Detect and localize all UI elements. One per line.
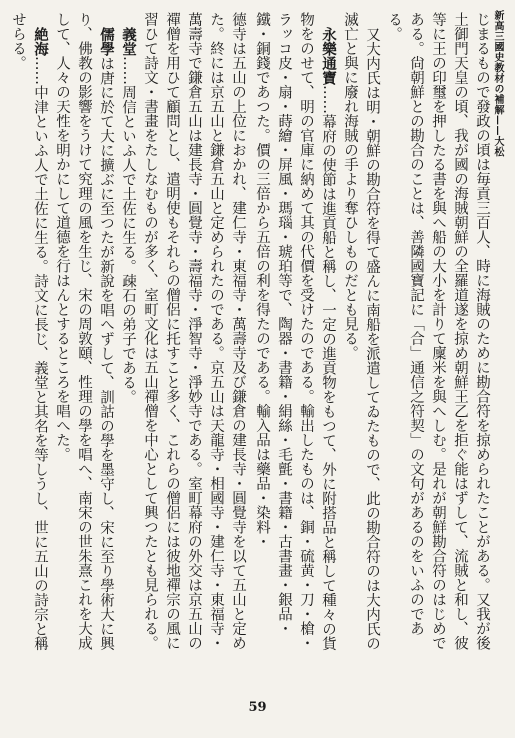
left-text-column — [6, 12, 249, 662]
paragraph — [251, 12, 339, 662]
paragraph: 德寺は五山の上位におかれ、建仁寺・東福寺・萬壽寺及び鎌倉の建長寺・圓覺寺を以て五山と定めた。終には京五山と鎌倉五山と定められたのである。京五山は天龍寺・相國寺・建仁寺・東福寺・萬壽寺で鎌倉五山は建長寺・圓覺寺・壽福寺・淨智寺・淨妙寺である。室町幕府の外交は京五山の禪僧を用ひて顧問とし、遣明使もそれらの僧侶に托すこと多く、これらの僧侶には彼地禪宗の風に習ひて詩文・書畫をたしなむものが多く、室町文化は五山禪僧を中心として興つたとも見られる。 — [142, 12, 246, 650]
paragraph-text: ……周信といふ人で土佐に生る。疎石の弟子である。 — [120, 55, 136, 404]
paragraph: 又大内氏は明・朝鮮の勘合符を得て盛んに南船を派遣してゐたもので、此の勘合符のは大内氏の滅亡と與に廢れ海賊の手より奪ひしものだとも見る。 — [342, 12, 380, 650]
paragraph — [250, 12, 251, 662]
term-heading: 儒學 — [98, 26, 115, 56]
paragraph — [51, 12, 117, 662]
paragraph-text: は唐に於て大に擴ぶに至つたが新說を唱へずして、訓詁の學を墨守し、宋に至り學術大に興り、佛教の影響をうけて究理の風を生じ、宋の周敦頤、性理の學を唱へ、南宋の世朱熹これを大成して、人々の天性を明かにして道德を行はんとするところを唱へた。 — [54, 12, 114, 650]
page-number: 59 — [248, 700, 267, 715]
term-heading: 永樂通寶 — [320, 26, 337, 85]
running-header: 新高三國史教材の補解——大松 — [492, 10, 503, 157]
paragraph-text: ……幕府の使節は進貢船と稱し、一定の進貢物をもつて、外に附搭品と稱して種々の貨物をのせて、明の官庫に納めて其の代價を受けたのである。輸出したものは、銅・硫黄・刀・槍・ラッコ皮・扇・蒔繪・屏風・瑪瑙・琥珀等で、陶器・書籍・絹絲・毛氈・書籍・古書畫・銀品・鐵・銅錢であつた。價の三倍から五倍の利を得たのである。輸入品は藥品・染料・ — [254, 12, 336, 650]
paragraph-text: ……中津といふ人で土佐に生る。詩文に長じ、義堂と其名を等しうし、世に五山の詩宗と稱せらる。 — [10, 12, 48, 650]
paragraph — [6, 12, 7, 662]
paragraph — [7, 12, 51, 662]
paragraph: じまるもので發政の頃は毎貢三百人、時に海賊のために勘合符を掠められたことがある。又我が後土御門天皇の頃、我が國の海賊朝鮮の全羅道遂を掠め朝鮮王乙を拒ぐ能はずして、流賊と和し、彼等に王の印璽を押したる書を與へ船の大小を計りて廩米を與へしむ。是れが朝鮮勘合符のはじめである。尙朝鮮との勘合のことは、善隣國寶記に「合」通信之符契」の文句があるのをいふのである。 — [386, 12, 490, 650]
paragraph — [117, 12, 139, 662]
right-text-column — [250, 12, 493, 662]
term-heading: 義堂 — [120, 26, 137, 56]
term-heading: 絶海 — [32, 26, 49, 56]
